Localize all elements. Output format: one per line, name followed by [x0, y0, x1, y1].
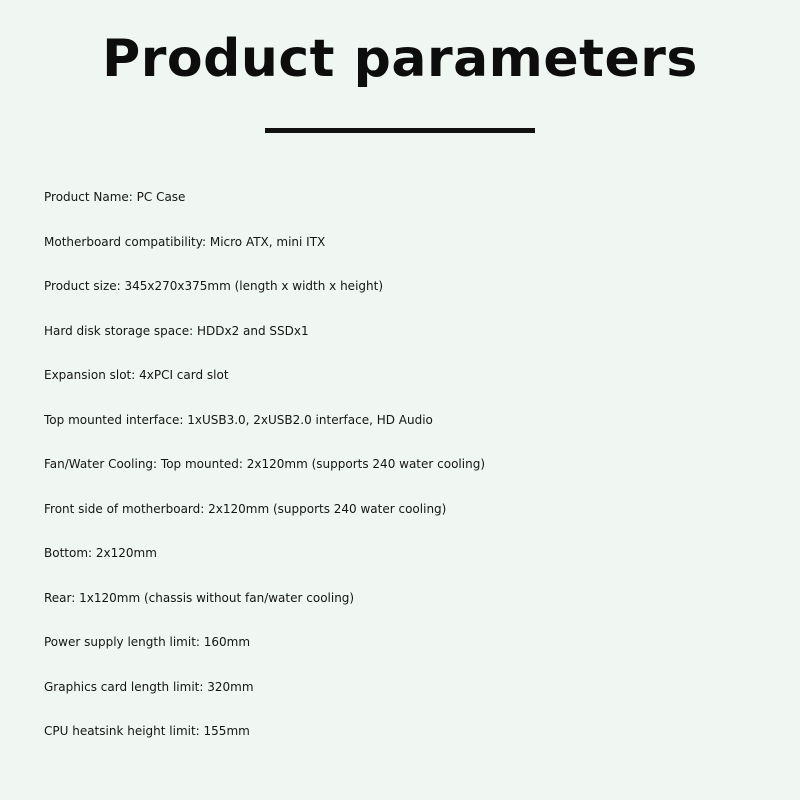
param-power-supply-limit: Power supply length limit: 160mm [44, 635, 251, 649]
param-product-name: Product Name: PC Case [44, 190, 186, 204]
page-title: Product parameters [102, 29, 698, 89]
param-cpu-heatsink-limit: CPU heatsink height limit: 155mm [44, 724, 250, 738]
param-fan-water-cooling: Fan/Water Cooling: Top mounted: 2x120mm (supports 240 water cooling) [44, 457, 485, 471]
param-top-interface: Top mounted interface: 1xUSB3.0, 2xUSB2.0 interface, HD Audio [44, 412, 433, 427]
parameter-list [44, 180, 794, 759]
param-motherboard-compatibility: Motherboard compatibility: Micro ATX, mini ITX [44, 234, 326, 249]
title-divider [265, 128, 535, 133]
param-rear: Rear: 1x120mm (chassis without fan/water cooling) [44, 590, 355, 605]
param-bottom: Bottom: 2x120mm [44, 546, 157, 560]
param-hard-disk-storage: Hard disk storage space: HDDx2 and SSDx1 [44, 323, 309, 338]
param-front-side: Front side of motherboard: 2x120mm (supports 240 water cooling) [44, 501, 447, 516]
param-expansion-slot: Expansion slot: 4xPCI card slot [44, 368, 229, 382]
param-graphics-card-limit: Graphics card length limit: 320mm [44, 679, 254, 694]
param-product-size: Product size: 345x270x375mm (length x width x height) [44, 279, 384, 293]
